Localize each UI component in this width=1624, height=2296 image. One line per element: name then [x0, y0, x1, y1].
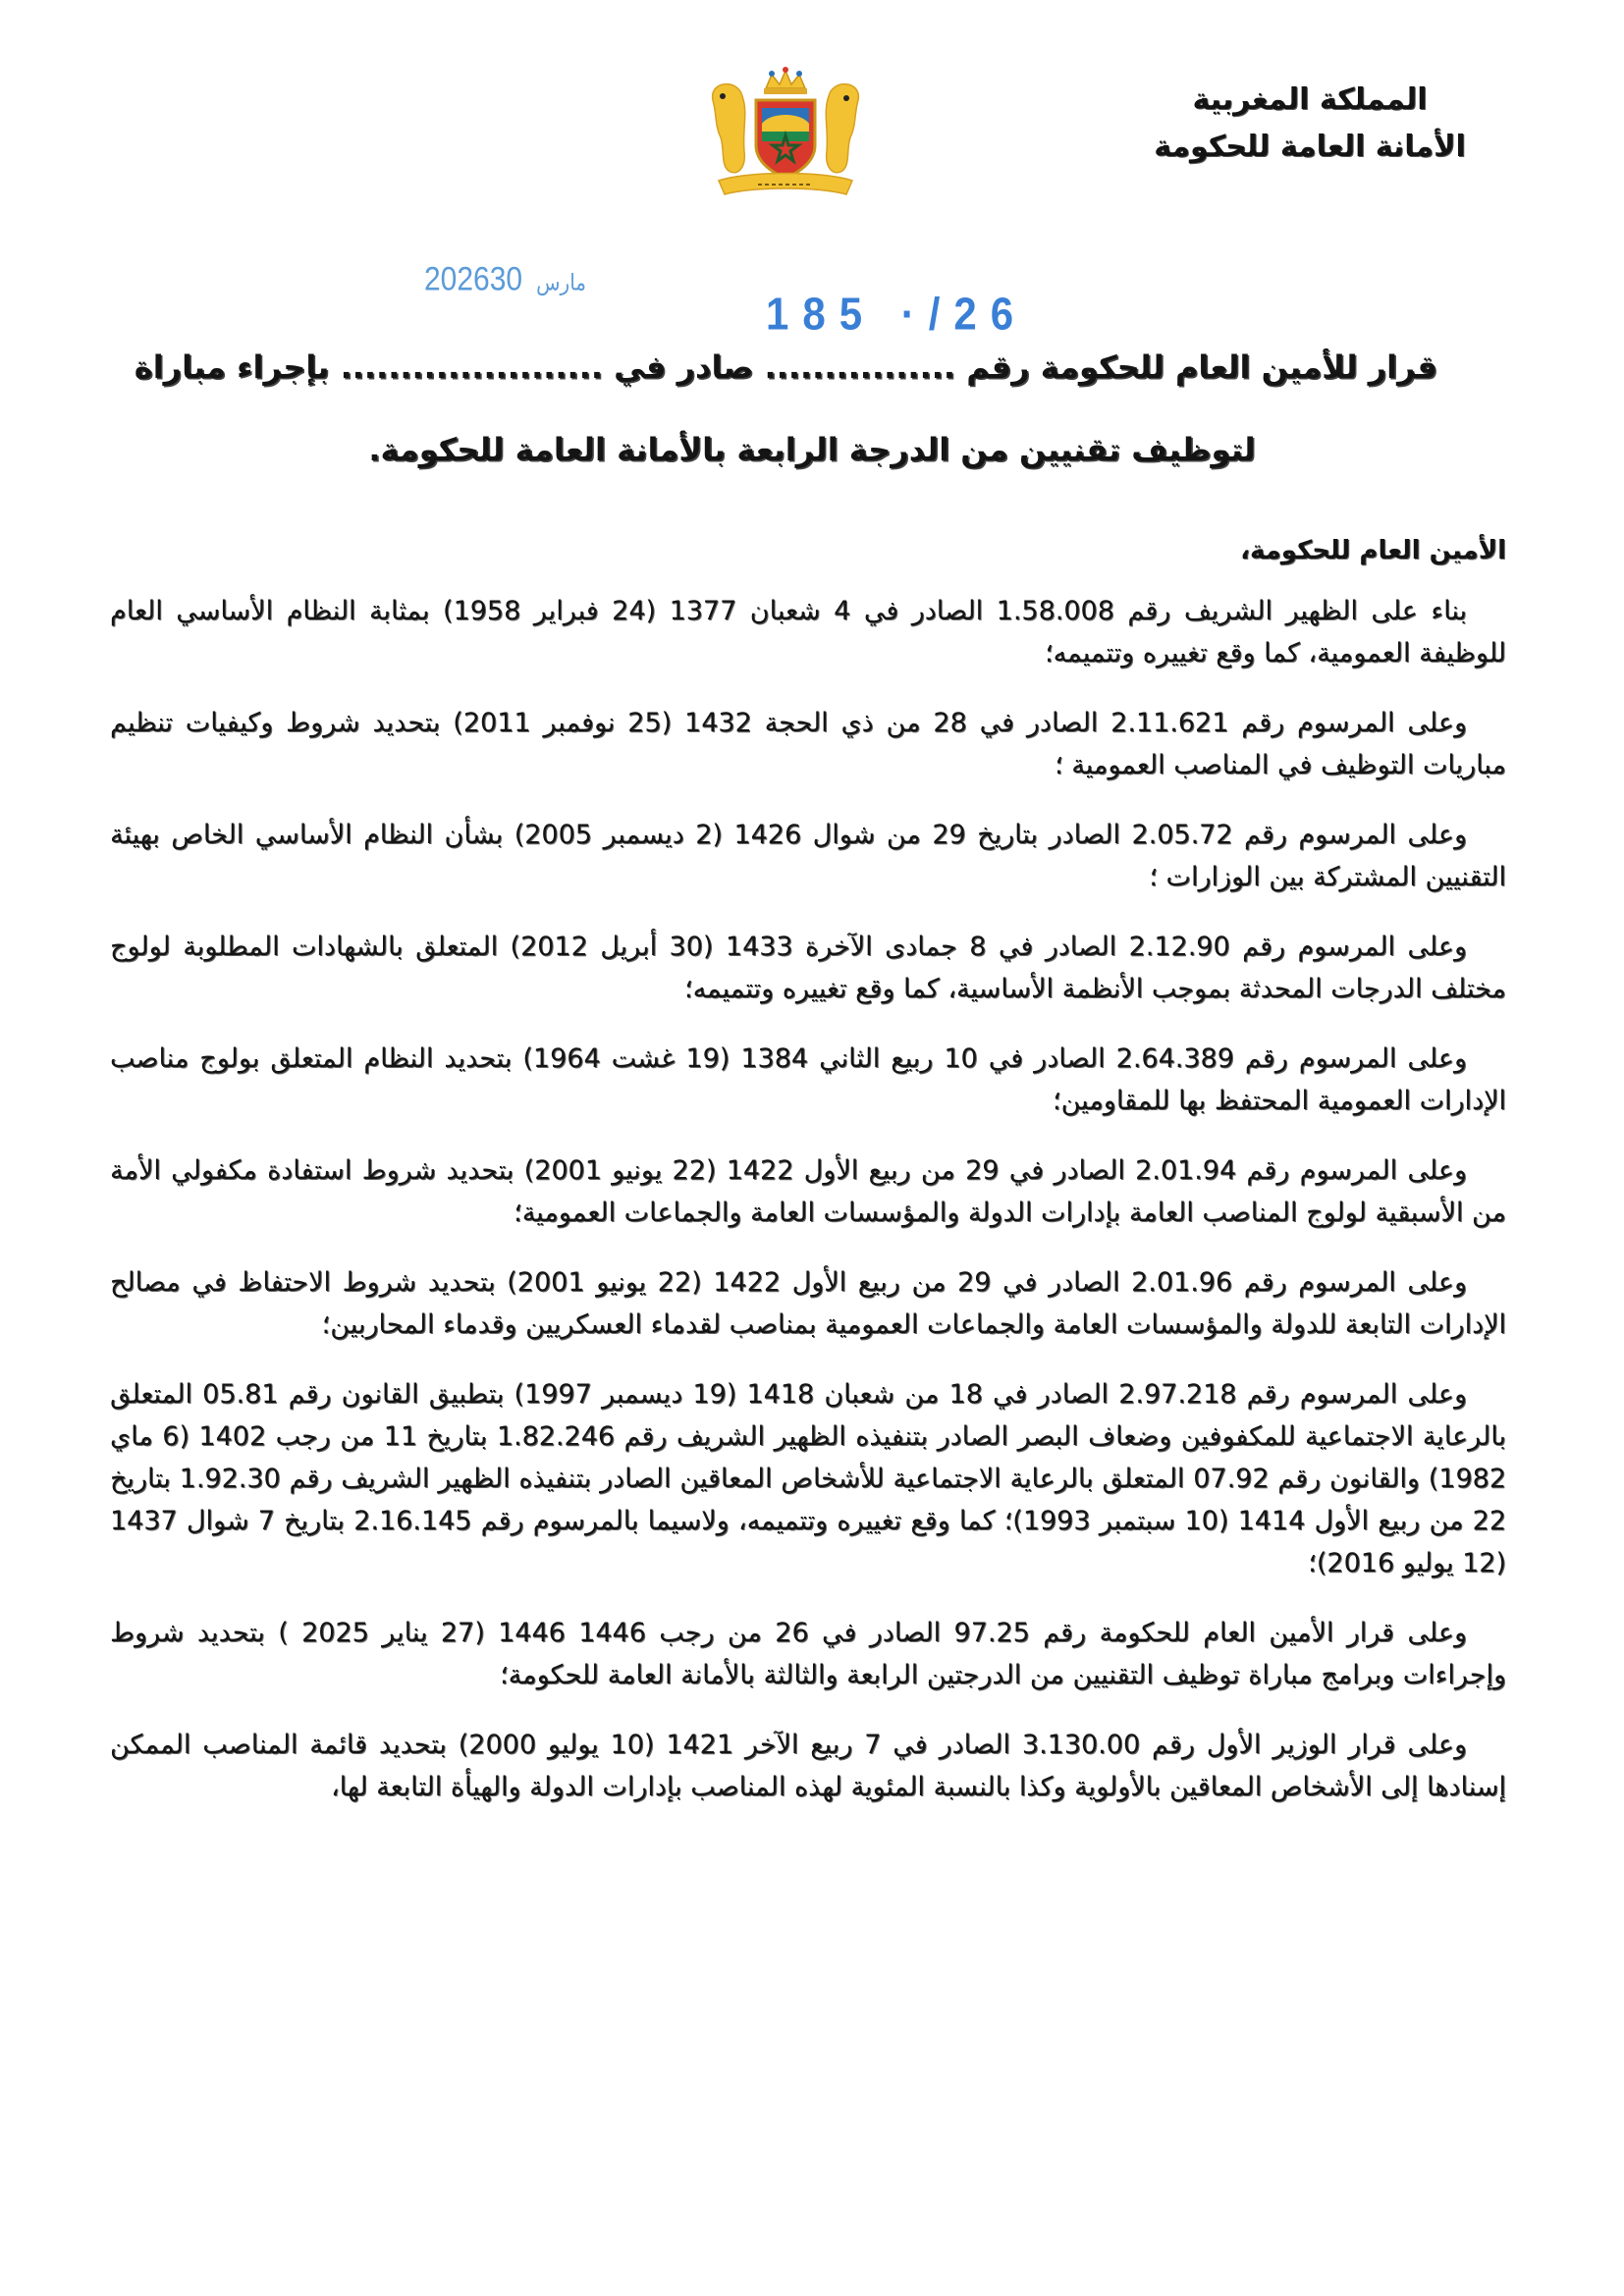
- moroccan-coat-of-arms-icon: [699, 61, 872, 204]
- decision-number-stamp: 185 ·/26: [766, 288, 1028, 340]
- received-date-stamp: [424, 260, 600, 298]
- addressee: الأمين العام للحكومة،: [1240, 536, 1506, 565]
- document-body: [110, 530, 1506, 1836]
- preamble-paragraph: [110, 1038, 1506, 1122]
- preamble-paragraph: [110, 1612, 1506, 1696]
- preamble-text: وعلى المرسوم رقم 2.05.72 الصادر بتاريخ 29 من شوال 1426 (2 ديسمبر 2005) بشأن النظام الأساسي الخاص بهيئة التقنيين المشتركة بين الوزارات ؛: [110, 820, 1506, 892]
- preamble-text: وعلى المرسوم رقم 2.01.96 الصادر في 29 من ربيع الأول 1422 (22 يونيو 2001) بتحديد شروط الاحتفاظ في مصالح الإدارات التابعة للدولة والمؤسسات العامة والجماعات العمومية بمناصب لقدماء العسكريين وقدماء المحاربين؛: [110, 1267, 1506, 1340]
- decision-title: [134, 326, 1437, 491]
- preamble-text: وعلى المرسوم رقم 2.12.90 الصادر في 8 جمادى الآخرة 1433 (30 أبريل 2012) المتعلق بالشهادات المطلوبة لولوج مختلف الدرجات المحدثة بموجب الأنظمة الأساسية، كما وقع تغييره وتتميمه؛: [110, 932, 1506, 1004]
- secretariat-name: الأمانة العامة للحكومة: [1154, 130, 1466, 164]
- preamble-text: وعلى المرسوم رقم 2.01.94 الصادر في 29 من ربيع الأول 1422 (22 يونيو 2001) بتحديد شروط استفادة مكفولي الأمة من الأسبقية لولوج المناصب العامة بإدارات الدولة والمؤسسات العامة والجماعات العمومية؛: [110, 1155, 1506, 1228]
- stamp-year: 2026: [424, 260, 490, 298]
- preamble-text: بناء على الظهير الشريف رقم 1.58.008 الصادر في 4 شعبان 1377 (24 فبراير 1958) بمثابة النظام الأساسي العام للوظيفة العمومية، كما وقع تغييره وتتميمه؛: [110, 596, 1506, 668]
- issuing-authority-header: [1133, 77, 1487, 171]
- stamp-month: مارس: [536, 270, 587, 296]
- preamble-paragraph: [110, 590, 1506, 674]
- preamble-paragraph: [110, 1261, 1506, 1346]
- preamble-text: وعلى المرسوم رقم 2.97.218 الصادر في 18 من شعبان 1418 (19 ديسمبر 1997) بتطبيق القانون رقم 05.81 المتعلق بالرعاية الاجتماعية للمكفوفين وضعاف البصر الصادر بتنفيذه الظهير الشريف رقم 1.82.246 بتاريخ 11 من رجب 1402 (6 ماي 1982) والقانون رقم 07.92 المتعلق بالرعاية الاجتماعية للأشخاص المعاقين الصادر بتنفيذه الظهير الشريف رقم 1.92.30 بتاريخ 22 من ربيع الأول 1414 (10 سبتمبر 1993)؛ كما وقع تغييره وتتميمه، ولاسيما بالمرسوم رقم 2.16.145 بتاريخ 7 شوال 1437 (12 يوليو 2016)؛: [110, 1379, 1507, 1578]
- kingdom-name: المملكة المغربية: [1192, 82, 1428, 117]
- stamp-day: 30: [489, 260, 523, 298]
- preamble-text: وعلى قرار الأمين العام للحكومة رقم 97.25 الصادر في 26 من رجب 1446 1446 (27 يناير 2025 ) بتحديد شروط وإجراءات وبرامج مباراة توظيف التقنيين من الدرجتين الرابعة والثالثة بالأمانة العامة للحكومة؛: [110, 1618, 1506, 1690]
- preamble-text: وعلى المرسوم رقم 2.11.621 الصادر في 28 من ذي الحجة 1432 (25 نوفمبر 2011) بتحديد شروط وكيفيات تنظيم مباريات التوظيف في المناصب العمومية ؛: [110, 708, 1506, 780]
- preamble-paragraph: [110, 702, 1506, 786]
- preamble-paragraph: [110, 1149, 1506, 1234]
- preamble-text: وعلى المرسوم رقم 2.64.389 الصادر في 10 ربيع الثاني 1384 (19 غشت 1964) بتحديد النظام المتعلق بولوج مناصب الإدارات العمومية المحتفظ بها للمقاومين؛: [110, 1043, 1506, 1116]
- preamble-text: وعلى قرار الوزير الأول رقم 3.130.00 الصادر في 7 ربيع الآخر 1421 (10 يوليو 2000) بتحديد قائمة المناصب الممكن إسنادها إلى الأشخاص المعاقين بالأولوية وكذا بالنسبة المئوية لهذه المناصب بإدارات الدولة والهيأة التابعة لها،: [110, 1730, 1506, 1802]
- preamble-paragraph: [110, 1373, 1506, 1584]
- preamble-paragraph: [110, 814, 1506, 898]
- title-line-1: قرار للأمين العام للحكومة رقم ................ صادر في ...................... بإجراء مباراة: [134, 348, 1437, 386]
- title-line-2: لتوظيف تقنيين من الدرجة الرابعة بالأمانة العامة للحكومة.: [368, 431, 1256, 468]
- preamble-paragraph: [110, 926, 1506, 1010]
- preamble-paragraph: [110, 1724, 1506, 1808]
